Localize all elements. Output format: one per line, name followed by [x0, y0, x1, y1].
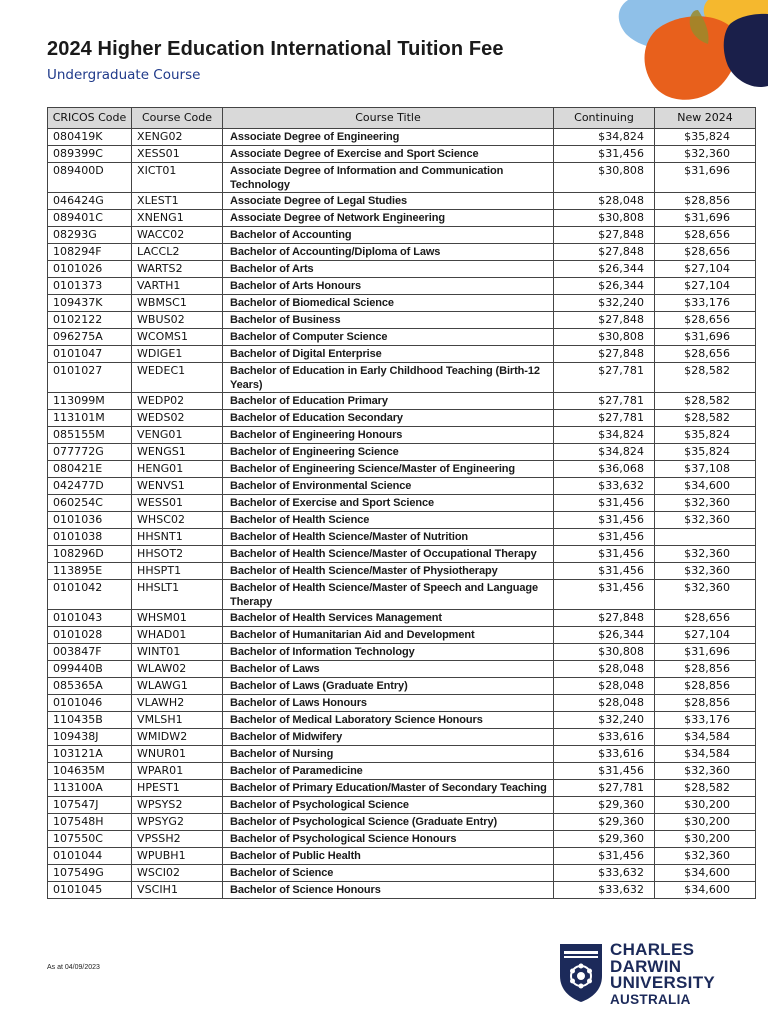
course-code-cell: WEDP02 — [132, 393, 223, 410]
new-2024-fee-cell: $31,696 — [655, 644, 756, 661]
course-code-cell: WLAWG1 — [132, 678, 223, 695]
course-code-cell: HPEST1 — [132, 780, 223, 797]
new-2024-fee-cell: $35,824 — [655, 129, 756, 146]
table-row — [48, 129, 756, 146]
new-2024-fee-cell: $32,360 — [655, 848, 756, 865]
continuing-fee-cell: $34,824 — [554, 427, 655, 444]
continuing-fee-cell: $33,616 — [554, 729, 655, 746]
cricos-code-cell: 113100A — [48, 780, 132, 797]
cricos-code-cell: 103121A — [48, 746, 132, 763]
new-2024-fee-cell: $28,656 — [655, 244, 756, 261]
table-row — [48, 363, 756, 393]
course-title-cell: Bachelor of Business — [223, 312, 554, 329]
continuing-fee-cell: $27,848 — [554, 346, 655, 363]
course-title-cell: Bachelor of Information Technology — [223, 644, 554, 661]
cricos-code-cell: 0101038 — [48, 529, 132, 546]
table-row — [48, 831, 756, 848]
course-code-cell: VMLSH1 — [132, 712, 223, 729]
decorative-blobs — [598, 0, 768, 106]
continuing-fee-cell: $31,456 — [554, 563, 655, 580]
new-2024-fee-cell: $34,584 — [655, 729, 756, 746]
cricos-code-cell: 107548H — [48, 814, 132, 831]
course-code-cell: WHSM01 — [132, 610, 223, 627]
continuing-fee-cell: $32,240 — [554, 712, 655, 729]
new-2024-fee-cell: $32,360 — [655, 580, 756, 610]
new-2024-fee-cell: $28,856 — [655, 678, 756, 695]
table-row — [48, 346, 756, 363]
continuing-fee-cell: $28,048 — [554, 695, 655, 712]
new-2024-fee-cell: $27,104 — [655, 627, 756, 644]
cricos-code-cell: 003847F — [48, 644, 132, 661]
course-code-cell: WPUBH1 — [132, 848, 223, 865]
course-code-cell: HHSNT1 — [132, 529, 223, 546]
cricos-code-cell: 0101044 — [48, 848, 132, 865]
continuing-fee-cell: $27,781 — [554, 780, 655, 797]
continuing-fee-cell: $29,360 — [554, 814, 655, 831]
course-title-cell: Bachelor of Engineering Honours — [223, 427, 554, 444]
table-row — [48, 427, 756, 444]
continuing-fee-cell: $33,632 — [554, 865, 655, 882]
cricos-code-cell: 089399C — [48, 146, 132, 163]
course-title-cell: Bachelor of Psychological Science (Graduate Entry) — [223, 814, 554, 831]
continuing-fee-cell: $31,456 — [554, 146, 655, 163]
course-title-cell: Bachelor of Accounting/Diploma of Laws — [223, 244, 554, 261]
course-code-cell: VLAWH2 — [132, 695, 223, 712]
course-code-cell: XNENG1 — [132, 210, 223, 227]
course-title-cell: Bachelor of Education Primary — [223, 393, 554, 410]
continuing-fee-cell: $31,456 — [554, 848, 655, 865]
course-title-cell: Bachelor of Health Science/Master of Occupational Therapy — [223, 546, 554, 563]
logo-line-1: CHARLES — [610, 940, 695, 959]
cricos-code-cell: 0101042 — [48, 580, 132, 610]
new-2024-fee-cell: $28,582 — [655, 780, 756, 797]
cricos-code-cell: 109438J — [48, 729, 132, 746]
column-header-new-2024: New 2024 — [655, 108, 756, 129]
new-2024-fee-cell: $32,360 — [655, 563, 756, 580]
course-code-cell: XESS01 — [132, 146, 223, 163]
course-code-cell: WBMSC1 — [132, 295, 223, 312]
course-code-cell: WPSYS2 — [132, 797, 223, 814]
course-title-cell: Associate Degree of Exercise and Sport Science — [223, 146, 554, 163]
cricos-code-cell: 0101043 — [48, 610, 132, 627]
cricos-code-cell: 0101028 — [48, 627, 132, 644]
new-2024-fee-cell: $35,824 — [655, 427, 756, 444]
new-2024-fee-cell: $28,582 — [655, 410, 756, 427]
table-row — [48, 780, 756, 797]
continuing-fee-cell: $27,781 — [554, 393, 655, 410]
table-row — [48, 227, 756, 244]
new-2024-fee-cell: $27,104 — [655, 261, 756, 278]
continuing-fee-cell: $30,808 — [554, 329, 655, 346]
continuing-fee-cell: $28,048 — [554, 661, 655, 678]
table-row — [48, 797, 756, 814]
course-title-cell: Bachelor of Public Health — [223, 848, 554, 865]
new-2024-fee-cell — [655, 529, 756, 546]
course-title-cell: Bachelor of Midwifery — [223, 729, 554, 746]
page-title: 2024 Higher Education International Tuition Fee — [47, 38, 504, 60]
table-row — [48, 678, 756, 695]
cricos-code-cell: 080419K — [48, 129, 132, 146]
course-code-cell: HHSLT1 — [132, 580, 223, 610]
course-code-cell: WACC02 — [132, 227, 223, 244]
table-body — [48, 129, 756, 899]
course-title-cell: Bachelor of Environmental Science — [223, 478, 554, 495]
table-row — [48, 261, 756, 278]
course-title-cell: Bachelor of Accounting — [223, 227, 554, 244]
course-code-cell: HHSOT2 — [132, 546, 223, 563]
new-2024-fee-cell: $28,582 — [655, 363, 756, 393]
cricos-code-cell: 113895E — [48, 563, 132, 580]
continuing-fee-cell: $27,781 — [554, 363, 655, 393]
new-2024-fee-cell: $30,200 — [655, 831, 756, 848]
cricos-code-cell: 085155M — [48, 427, 132, 444]
cricos-code-cell: 0102122 — [48, 312, 132, 329]
course-code-cell: WEDEC1 — [132, 363, 223, 393]
continuing-fee-cell: $34,824 — [554, 129, 655, 146]
course-title-cell: Bachelor of Health Science/Master of Speech and Language Therapy — [223, 580, 554, 610]
table-row — [48, 644, 756, 661]
new-2024-fee-cell: $31,696 — [655, 210, 756, 227]
new-2024-fee-cell: $28,656 — [655, 610, 756, 627]
table-row — [48, 193, 756, 210]
course-title-cell: Bachelor of Nursing — [223, 746, 554, 763]
course-code-cell: WINT01 — [132, 644, 223, 661]
cricos-code-cell: 089401C — [48, 210, 132, 227]
continuing-fee-cell: $27,848 — [554, 312, 655, 329]
cricos-code-cell: 0101373 — [48, 278, 132, 295]
course-code-cell: WBUS02 — [132, 312, 223, 329]
table-row — [48, 865, 756, 882]
table-row — [48, 848, 756, 865]
course-code-cell: VENG01 — [132, 427, 223, 444]
continuing-fee-cell: $33,616 — [554, 746, 655, 763]
column-header-continuing: Continuing — [554, 108, 655, 129]
course-title-cell: Bachelor of Psychological Science — [223, 797, 554, 814]
table-row — [48, 729, 756, 746]
continuing-fee-cell: $31,456 — [554, 546, 655, 563]
course-title-cell: Bachelor of Education in Early Childhood Teaching (Birth-12 Years) — [223, 363, 554, 393]
course-code-cell: WMIDW2 — [132, 729, 223, 746]
continuing-fee-cell: $29,360 — [554, 797, 655, 814]
new-2024-fee-cell: $34,600 — [655, 882, 756, 899]
course-title-cell: Bachelor of Primary Education/Master of Secondary Teaching — [223, 780, 554, 797]
course-code-cell: XLEST1 — [132, 193, 223, 210]
cricos-code-cell: 108296D — [48, 546, 132, 563]
cricos-code-cell: 107547J — [48, 797, 132, 814]
new-2024-fee-cell: $32,360 — [655, 146, 756, 163]
dark-blob — [724, 14, 768, 87]
course-title-cell: Bachelor of Psychological Science Honours — [223, 831, 554, 848]
cricos-code-cell: 0101026 — [48, 261, 132, 278]
course-code-cell: HHSPT1 — [132, 563, 223, 580]
table-row — [48, 410, 756, 427]
cricos-code-cell: 060254C — [48, 495, 132, 512]
table-row — [48, 763, 756, 780]
cricos-code-cell: 0101027 — [48, 363, 132, 393]
course-code-cell: VARTH1 — [132, 278, 223, 295]
table-row — [48, 746, 756, 763]
course-code-cell: WHAD01 — [132, 627, 223, 644]
course-code-cell: WENVS1 — [132, 478, 223, 495]
table-row — [48, 546, 756, 563]
continuing-fee-cell: $34,824 — [554, 444, 655, 461]
table-row — [48, 329, 756, 346]
course-title-cell: Bachelor of Medical Laboratory Science Honours — [223, 712, 554, 729]
continuing-fee-cell: $28,048 — [554, 678, 655, 695]
column-header-cricos: CRICOS Code — [48, 108, 132, 129]
shield-crest-icon — [558, 942, 604, 1004]
page-subtitle: Undergraduate Course — [47, 67, 201, 83]
new-2024-fee-cell: $28,856 — [655, 695, 756, 712]
course-title-cell: Bachelor of Exercise and Sport Science — [223, 495, 554, 512]
course-title-cell: Bachelor of Education Secondary — [223, 410, 554, 427]
tuition-fee-table — [47, 107, 756, 899]
table-row — [48, 610, 756, 627]
new-2024-fee-cell: $34,584 — [655, 746, 756, 763]
cricos-code-cell: 0101036 — [48, 512, 132, 529]
table-row — [48, 627, 756, 644]
as-at-date: As at 04/09/2023 — [47, 964, 100, 971]
course-code-cell: WHSC02 — [132, 512, 223, 529]
course-code-cell: WARTS2 — [132, 261, 223, 278]
table-row — [48, 695, 756, 712]
page-header — [47, 38, 504, 83]
continuing-fee-cell: $26,344 — [554, 627, 655, 644]
table-row — [48, 146, 756, 163]
course-code-cell: XENG02 — [132, 129, 223, 146]
table-row — [48, 295, 756, 312]
continuing-fee-cell: $36,068 — [554, 461, 655, 478]
course-code-cell: WCOMS1 — [132, 329, 223, 346]
course-code-cell: WSCI02 — [132, 865, 223, 882]
course-code-cell: WPSYG2 — [132, 814, 223, 831]
cdu-logo — [558, 940, 738, 1006]
course-title-cell: Bachelor of Biomedical Science — [223, 295, 554, 312]
course-title-cell: Bachelor of Science — [223, 865, 554, 882]
course-title-cell: Bachelor of Paramedicine — [223, 763, 554, 780]
course-code-cell: LACCL2 — [132, 244, 223, 261]
new-2024-fee-cell: $32,360 — [655, 495, 756, 512]
cricos-code-cell: 104635M — [48, 763, 132, 780]
continuing-fee-cell: $27,781 — [554, 410, 655, 427]
course-title-cell: Associate Degree of Information and Communication Technology — [223, 163, 554, 193]
table-row — [48, 444, 756, 461]
new-2024-fee-cell: $32,360 — [655, 512, 756, 529]
continuing-fee-cell: $33,632 — [554, 478, 655, 495]
continuing-fee-cell: $33,632 — [554, 882, 655, 899]
table-header-row — [48, 108, 756, 129]
course-title-cell: Bachelor of Health Science/Master of Nutrition — [223, 529, 554, 546]
new-2024-fee-cell: $27,104 — [655, 278, 756, 295]
new-2024-fee-cell: $32,360 — [655, 546, 756, 563]
continuing-fee-cell: $31,456 — [554, 512, 655, 529]
cricos-code-cell: 109437K — [48, 295, 132, 312]
continuing-fee-cell: $32,240 — [554, 295, 655, 312]
continuing-fee-cell: $31,456 — [554, 529, 655, 546]
table-row — [48, 495, 756, 512]
table-row — [48, 882, 756, 899]
course-title-cell: Bachelor of Science Honours — [223, 882, 554, 899]
table-row — [48, 563, 756, 580]
logo-line-4: AUSTRALIA — [610, 991, 691, 1007]
continuing-fee-cell: $31,456 — [554, 495, 655, 512]
table-row — [48, 278, 756, 295]
continuing-fee-cell: $26,344 — [554, 278, 655, 295]
continuing-fee-cell: $28,048 — [554, 193, 655, 210]
cricos-code-cell: 0101047 — [48, 346, 132, 363]
continuing-fee-cell: $31,456 — [554, 763, 655, 780]
course-title-cell: Bachelor of Computer Science — [223, 329, 554, 346]
table-row — [48, 163, 756, 193]
new-2024-fee-cell: $28,656 — [655, 312, 756, 329]
course-code-cell: WENGS1 — [132, 444, 223, 461]
table-row — [48, 393, 756, 410]
continuing-fee-cell: $31,456 — [554, 580, 655, 610]
course-title-cell: Bachelor of Arts Honours — [223, 278, 554, 295]
cricos-code-cell: 077772G — [48, 444, 132, 461]
course-title-cell: Bachelor of Health Science — [223, 512, 554, 529]
cricos-code-cell: 096275A — [48, 329, 132, 346]
new-2024-fee-cell: $28,582 — [655, 393, 756, 410]
new-2024-fee-cell: $33,176 — [655, 295, 756, 312]
cricos-code-cell: 113101M — [48, 410, 132, 427]
new-2024-fee-cell: $32,360 — [655, 763, 756, 780]
course-title-cell: Bachelor of Digital Enterprise — [223, 346, 554, 363]
cricos-code-cell: 0101046 — [48, 695, 132, 712]
cricos-code-cell: 110435B — [48, 712, 132, 729]
cricos-code-cell: 080421E — [48, 461, 132, 478]
course-code-cell: WNUR01 — [132, 746, 223, 763]
course-code-cell: WESS01 — [132, 495, 223, 512]
course-title-cell: Bachelor of Engineering Science — [223, 444, 554, 461]
course-code-cell: WLAW02 — [132, 661, 223, 678]
new-2024-fee-cell: $34,600 — [655, 865, 756, 882]
cricos-code-cell: 108294F — [48, 244, 132, 261]
continuing-fee-cell: $30,808 — [554, 163, 655, 193]
course-title-cell: Bachelor of Laws Honours — [223, 695, 554, 712]
course-title-cell: Bachelor of Arts — [223, 261, 554, 278]
cricos-code-cell: 046424G — [48, 193, 132, 210]
continuing-fee-cell: $27,848 — [554, 227, 655, 244]
table-row — [48, 244, 756, 261]
new-2024-fee-cell: $28,656 — [655, 346, 756, 363]
new-2024-fee-cell: $28,856 — [655, 661, 756, 678]
cricos-code-cell: 085365A — [48, 678, 132, 695]
course-title-cell: Bachelor of Health Science/Master of Physiotherapy — [223, 563, 554, 580]
column-header-course-title: Course Title — [223, 108, 554, 129]
course-code-cell: WEDS02 — [132, 410, 223, 427]
course-code-cell: XICT01 — [132, 163, 223, 193]
table-row — [48, 529, 756, 546]
continuing-fee-cell: $30,808 — [554, 644, 655, 661]
continuing-fee-cell: $30,808 — [554, 210, 655, 227]
course-title-cell: Bachelor of Laws — [223, 661, 554, 678]
new-2024-fee-cell: $31,696 — [655, 329, 756, 346]
logo-wordmark — [610, 942, 715, 1007]
new-2024-fee-cell: $28,856 — [655, 193, 756, 210]
logo-line-2: DARWIN — [610, 956, 682, 976]
table-row — [48, 814, 756, 831]
table-row — [48, 461, 756, 478]
course-title-cell: Associate Degree of Legal Studies — [223, 193, 554, 210]
cricos-code-cell: 042477D — [48, 478, 132, 495]
course-title-cell: Associate Degree of Engineering — [223, 129, 554, 146]
new-2024-fee-cell: $28,656 — [655, 227, 756, 244]
course-title-cell: Bachelor of Humanitarian Aid and Development — [223, 627, 554, 644]
table-row — [48, 478, 756, 495]
course-code-cell: HENG01 — [132, 461, 223, 478]
course-title-cell: Bachelor of Engineering Science/Master of Engineering — [223, 461, 554, 478]
course-title-cell: Bachelor of Health Services Management — [223, 610, 554, 627]
new-2024-fee-cell: $35,824 — [655, 444, 756, 461]
table-row — [48, 580, 756, 610]
table-row — [48, 512, 756, 529]
logo-line-3: UNIVERSITY — [610, 973, 716, 992]
course-code-cell: WDIGE1 — [132, 346, 223, 363]
table-row — [48, 712, 756, 729]
course-code-cell: VSCIH1 — [132, 882, 223, 899]
course-code-cell: VPSSH2 — [132, 831, 223, 848]
cricos-code-cell: 113099M — [48, 393, 132, 410]
table-row — [48, 661, 756, 678]
continuing-fee-cell: $29,360 — [554, 831, 655, 848]
column-header-course-code: Course Code — [132, 108, 223, 129]
cricos-code-cell: 107550C — [48, 831, 132, 848]
continuing-fee-cell: $27,848 — [554, 610, 655, 627]
new-2024-fee-cell: $30,200 — [655, 797, 756, 814]
continuing-fee-cell: $27,848 — [554, 244, 655, 261]
new-2024-fee-cell: $30,200 — [655, 814, 756, 831]
cricos-code-cell: 08293G — [48, 227, 132, 244]
new-2024-fee-cell: $34,600 — [655, 478, 756, 495]
table-row — [48, 210, 756, 227]
new-2024-fee-cell: $37,108 — [655, 461, 756, 478]
cricos-code-cell: 107549G — [48, 865, 132, 882]
continuing-fee-cell: $26,344 — [554, 261, 655, 278]
cricos-code-cell: 089400D — [48, 163, 132, 193]
new-2024-fee-cell: $33,176 — [655, 712, 756, 729]
new-2024-fee-cell: $31,696 — [655, 163, 756, 193]
cricos-code-cell: 099440B — [48, 661, 132, 678]
course-title-cell: Associate Degree of Network Engineering — [223, 210, 554, 227]
table-row — [48, 312, 756, 329]
course-title-cell: Bachelor of Laws (Graduate Entry) — [223, 678, 554, 695]
cricos-code-cell: 0101045 — [48, 882, 132, 899]
course-code-cell: WPAR01 — [132, 763, 223, 780]
